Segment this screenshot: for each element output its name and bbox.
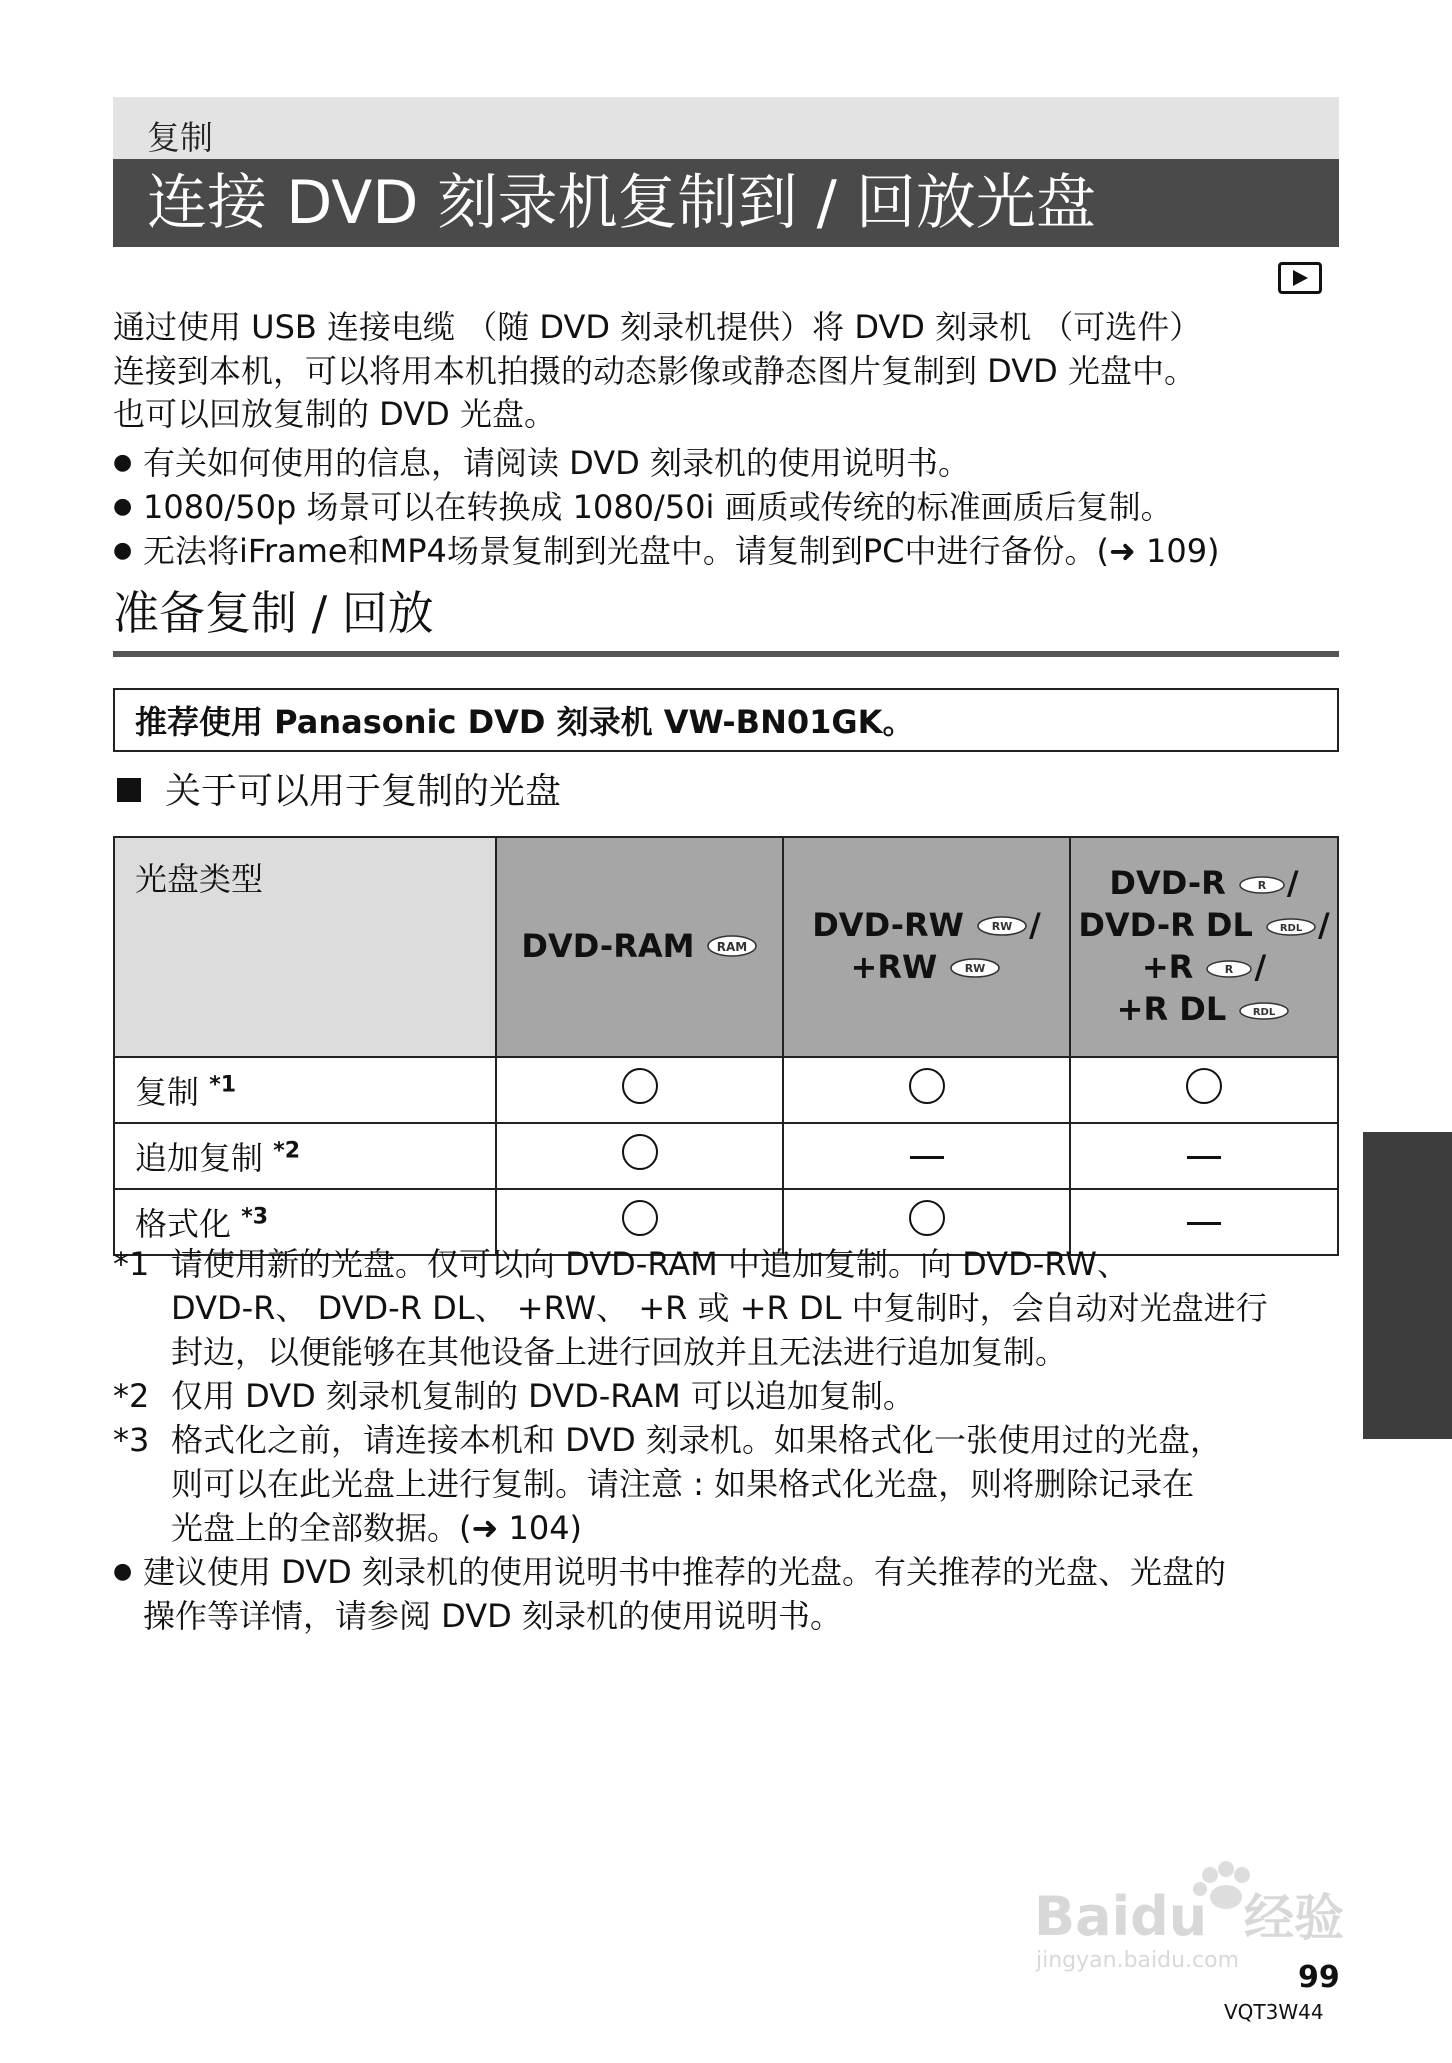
slash: / xyxy=(1029,906,1041,944)
final-bullet: ● 建议使用 DVD 刻录机的使用说明书中推荐的光盘。有关推荐的光盘、光盘的 操作等详情，请参阅 DVD 刻录机的使用说明书。 xyxy=(113,1550,1345,1638)
page-number: 99 xyxy=(1298,1960,1340,1995)
disc-table xyxy=(113,836,1339,1256)
svg-text:经验: 经验 xyxy=(1244,1889,1344,1947)
unsupported-dash-icon xyxy=(1187,1222,1221,1225)
footnote-number: *1 xyxy=(113,1245,150,1283)
about-heading-text: 关于可以用于复制的光盘 xyxy=(165,771,562,812)
doc-code: VQT3W44 xyxy=(1224,2000,1324,2024)
prep-heading: 准备复制 / 回放 xyxy=(113,586,434,640)
row-label-format: 格式化 $^{*3}$ xyxy=(114,1189,496,1255)
svg-text:RDL: RDL xyxy=(1253,1007,1276,1018)
footnote-text: 请使用新的光盘。仅可以向 DVD-RAM 中追加复制。向 DVD-RW、 DVD-R、 DVD-R DL、 +RW、 +R 或 +R DL 中复制时，会自动对光盘进行 封边，以便能够在其他设备上进行回放并且无法进行追加复制。 xyxy=(171,1245,1268,1371)
section-bar xyxy=(113,97,1339,159)
unsupported-dash-icon xyxy=(1187,1156,1221,1159)
mark-cell xyxy=(1070,1057,1338,1123)
slash: / xyxy=(1317,906,1330,944)
supported-circle-icon xyxy=(909,1200,945,1236)
recommend-box xyxy=(113,688,1339,752)
chapter-tab-marker xyxy=(1363,1132,1452,1439)
col-label: DVD-R xyxy=(1109,864,1226,902)
footnote-text: 格式化之前，请连接本机和 DVD 刻录机。如果格式化一张使用过的光盘， 则可以在此光盘上进行复制。请注意 : 如果格式化光盘，则将删除记录在 光盘上的全部数据。(➜ 104) xyxy=(171,1421,1222,1547)
rw-disc-logo-icon xyxy=(975,907,1029,947)
bullet-item: ● 1080/50p 场景可以在转换成 1080/50i 画质或传统的标准画质后复制。 xyxy=(113,485,1353,529)
mark-cell xyxy=(496,1123,783,1189)
bullet-item: ● 有关如何使用的信息，请阅读 DVD 刻录机的使用说明书。 xyxy=(113,441,1353,485)
svg-text:RAM: RAM xyxy=(716,940,747,954)
mark-cell xyxy=(783,1123,1070,1189)
svg-text:RW: RW xyxy=(991,920,1013,933)
svg-text:R: R xyxy=(1225,963,1234,976)
unsupported-dash-icon xyxy=(910,1156,944,1159)
footnote-number: *2 xyxy=(113,1377,150,1415)
col-label: DVD-RW xyxy=(812,906,964,944)
row-label-append: 追加复制 $^{*2}$ xyxy=(114,1123,496,1189)
col-label: DVD-R DL xyxy=(1078,906,1253,944)
svg-text:jingyan.baidu.com: jingyan.baidu.com xyxy=(1036,1948,1240,1973)
plus-rdl-disc-logo-icon xyxy=(1237,991,1291,1031)
supported-circle-icon xyxy=(622,1068,658,1104)
table-row xyxy=(114,1123,1338,1189)
mark-cell xyxy=(496,1057,783,1123)
bullet-list xyxy=(113,441,1353,573)
col-label: DVD-RAM xyxy=(521,927,695,965)
supported-circle-icon xyxy=(909,1068,945,1104)
svg-text:R: R xyxy=(1257,879,1267,892)
footnote xyxy=(113,1242,1345,1374)
svg-text:Baidu: Baidu xyxy=(1034,1885,1208,1948)
col-dvd-ram xyxy=(496,837,783,1057)
play-mode-icon xyxy=(1278,262,1322,294)
plus-r-disc-logo-icon xyxy=(1204,949,1254,989)
table-header-row xyxy=(114,837,1338,1057)
slash: / xyxy=(1254,948,1267,986)
svg-text:RDL: RDL xyxy=(1279,923,1303,934)
mark-cell xyxy=(1070,1123,1338,1189)
col-label: +R xyxy=(1141,948,1194,986)
col-dvd-r xyxy=(1070,837,1338,1057)
section-label: 复制 xyxy=(147,118,213,157)
footnote xyxy=(113,1418,1345,1550)
heading-rule xyxy=(113,651,1339,657)
footnote-number: *3 xyxy=(113,1421,150,1459)
intro-line: 通过使用 USB 连接电缆 （随 DVD 刻录机提供）将 DVD 刻录机 （可选件） xyxy=(113,308,1202,346)
col-label: +R DL xyxy=(1116,990,1227,1028)
footnote-text: 仅用 DVD 刻录机复制的 DVD-RAM 可以追加复制。 xyxy=(171,1377,915,1415)
ram-disc-logo-icon xyxy=(706,928,758,968)
rdl-disc-logo-icon xyxy=(1264,907,1318,947)
row-label-copy: 复制 $^{*1}$ xyxy=(114,1057,496,1123)
supported-circle-icon xyxy=(1186,1068,1222,1104)
intro-paragraph xyxy=(113,306,1339,437)
recommend-text: 推荐使用 Panasonic DVD 刻录机 VW-BN01GK。 xyxy=(135,703,915,741)
supported-circle-icon xyxy=(622,1200,658,1236)
bullet-item: ● 无法将iFrame和MP4场景复制到光盘中。请复制到PC中进行备份。(➜ 109) xyxy=(113,529,1353,573)
table-corner: 光盘类型 xyxy=(114,837,496,1057)
table-row xyxy=(114,1057,1338,1123)
r-disc-logo-icon xyxy=(1237,865,1287,905)
svg-text:RW: RW xyxy=(965,962,986,975)
footnotes xyxy=(113,1242,1345,1638)
footnote xyxy=(113,1374,1345,1418)
square-bullet-icon xyxy=(117,778,141,802)
supported-circle-icon xyxy=(622,1134,658,1170)
page-title: 连接 DVD 刻录机复制到 / 回放光盘 xyxy=(147,168,1096,238)
col-label: +RW xyxy=(850,948,938,986)
intro-line: 连接到本机，可以将用本机拍摄的动态影像或静态图片复制到 DVD 光盘中。 xyxy=(113,351,1196,390)
col-dvd-rw xyxy=(783,837,1070,1057)
about-heading xyxy=(113,769,561,815)
intro-line: 也可以回放复制的 DVD 光盘。 xyxy=(113,395,556,433)
mark-cell xyxy=(783,1057,1070,1123)
slash: / xyxy=(1286,864,1299,902)
plus-rw-disc-logo-icon xyxy=(948,949,1002,989)
